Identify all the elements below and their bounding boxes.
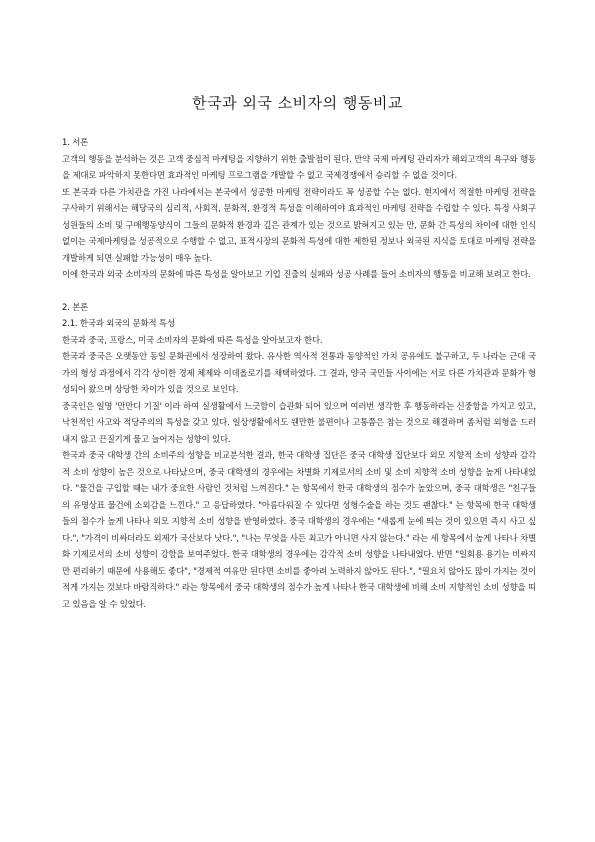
intro-paragraph-3: 이에 한국과 외국 소비자의 문화에 따른 특성을 알아보고 기업 진출의 실패와 성공 사례를 들어 소비자의 행동을 비교해 보려고 한다. <box>62 269 531 279</box>
body-paragraph-4: 한국과 중국 대학생 간의 소비주의 성향을 비교분석한 결과, 한국 대학생 집단은 중국 대학생 집단보다 외모 지향적 소비 성향과 감각적 소비 성향이 높은 것으로 나타났으며, 중국 대학생의 경우에는 차별화 기제로서의 소비 및 소비 지향적 소비 성향을 높게 나타내었다. "물건을 구입할 때는 내가 중요한 사람인 것처럼 느껴진다." 는 항목에서 한국 대학생의 점수가 높았으며, 중국 대학생은 "친구들의 유명상표 물건에 소외감을 느낀다." 고 응답하였다. "아름다워질 수 있다면 성형수술을 하는 것도 괜찮다." 는 항목에 한국 대학생들의 점수가 높게 나타나 외모 지향적 소비 성향을 반영하였다. 중국 대학생의 경우에는 "새롭게 눈에 띄는 것이 있으면 즉시 사고 싶다.", "가격이 비싸더라도 외제가 국산보다 낫다.", "나는 무엇을 사든 최고가 아니면 사지 않는다." 라는 세 항목에서 높게 나타나 차별화 기제로서의 소비 성향이 강함을 보여주었다. 한국 대학생의 경우에는 감각적 소비 성향을 나타내었다. 반면 "일회용 용기는 비싸지만 편리하기 때문에 사용해도 좋다", "경제적 여유만 된다면 소비를 좋아려 노력하지 않아도 된다.", "필요치 않아도 많이 가지는 것이 적게 가지는 것보다 바람직하다." 라는 항목에서 중국 대학생의 점수가 높게 나타나 한국 대학생에 비해 소비 지향적인 소비 성향을 띠고 있음을 알 수 있었다. <box>62 450 536 609</box>
body-paragraph-2: 한국과 중국은 오랫동안 동일 문화권에서 성장하여 왔다. 유사한 역사적 전통과 동양적인 가치 공유에도 불구하고, 두 나라는 근대 국가의 형성 과정에서 각각 상이한 경제 체제와 이데올로기를 채택하였다. 그 결과, 양국 국민들 사이에는 서로 다른 가치관과 문화가 형성되어 왔으며 상당한 차이가 있을 것으로 보인다. <box>62 351 536 394</box>
section-heading-body: 2. 본론 <box>62 301 89 312</box>
body-paragraph-1: 한국과 중국, 프랑스, 미국 소비자의 문화에 따른 특성을 알아보고자 한다. <box>62 334 323 345</box>
section-spacer <box>62 283 536 299</box>
document-title: 한국과 외국 소비자의 행동비교 <box>192 94 403 112</box>
subsection-heading-cultural-traits: 2.1. 한국과 외국의 문화적 특성 <box>62 318 175 328</box>
intro-paragraph-2: 또 본국과 다른 가치관을 가진 나라에서는 본국에서 성공한 마케팅 전략이라도 꼭 성공할 수는 없다. 현지에서 적절한 마케팅 전략을 구사하기 위해서는 해당국의 심리적, 사회적, 문화적, 환경적 특성을 이해하여야 효과적인 마케팅 전략을 수립할 수 있다. 특정 사회구성원들의 소비 및 구매행동양식이 그들의 문화적 환경과 깊은 관계가 있는 것으로 밝혀지고 있는 만, 문화 간 특성의 차이에 대한 인식 없이는 국제마케팅을 성공적으로 수행할 수 없고, 표적시장의 문화적 특성에 대한 제한된 정보나 외국된 지식을 토대로 마케팅 전략을 개발하게 되면 실패할 가능성이 매우 높다. <box>62 186 536 263</box>
body-paragraph-3: 중국인은 일명 '만만디 기질' 이라 하여 실생활에서 느긋함이 습관화 되어 있으며 여러번 생각한 후 행동하라는 신중함을 가지고 있고, 낙천적인 사고와 적당주의의 특성을 갖고 있다. 일상생활에서도 웬만한 불편이나 고통쯤은 참는 것으로 해결하며 좀처럼 외형을 드러내지 않고 끈질기게 물고 늘어지는 성향이 있다. <box>62 400 536 444</box>
document-body <box>62 134 536 612</box>
section-heading-intro: 1. 서론 <box>62 137 89 147</box>
intro-paragraph-1: 고객의 행동을 분석하는 것은 고객 중심적 마케팅을 지향하기 위한 출발점이 된다. 만약 국제 마케팅 관리자가 해외고객의 욕구와 행동을 제대로 파악하지 못한다면 효과적인 마케팅 프로그램을 개발할 수 없고 국제경쟁에서 승리할 수 없을 것이다. <box>62 153 536 180</box>
